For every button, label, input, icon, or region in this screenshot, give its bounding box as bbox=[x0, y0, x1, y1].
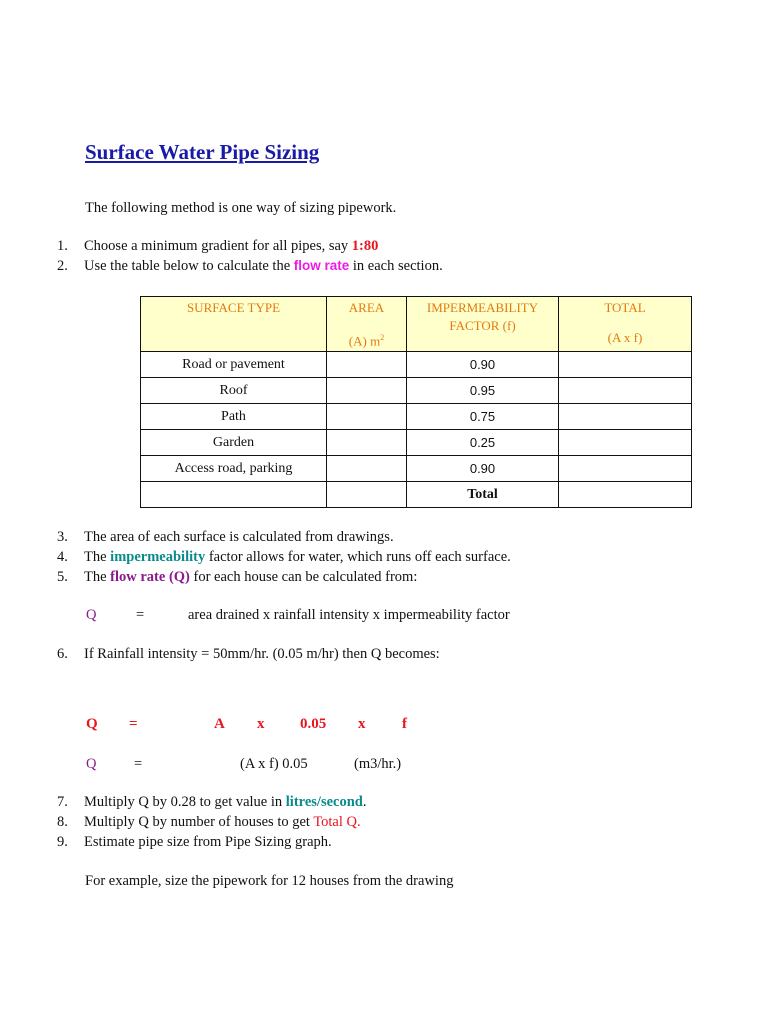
factor-cell: 0.75 bbox=[407, 404, 559, 430]
step-8 bbox=[84, 814, 361, 831]
header-area bbox=[327, 297, 407, 352]
area-cell bbox=[327, 352, 407, 378]
step-number: 1. bbox=[57, 238, 68, 254]
step-7-text-pre: Multiply Q by 0.28 to get value in bbox=[84, 794, 286, 810]
eq3-unit: (m3/hr.) bbox=[354, 756, 402, 772]
header-imp-label-1: IMPERMEABILITY bbox=[426, 300, 539, 315]
table-row bbox=[141, 430, 692, 456]
page-title: Surface Water Pipe Sizing bbox=[85, 140, 320, 164]
step-7-text-post: . bbox=[362, 794, 367, 810]
total-cell bbox=[559, 378, 692, 404]
step-number: 3. bbox=[57, 529, 68, 545]
step-number: 8. bbox=[57, 814, 68, 830]
area-cell bbox=[327, 404, 407, 430]
eq2-intensity: 0.05 bbox=[300, 716, 327, 732]
flow-rate-q-highlight: flow rate (Q) bbox=[110, 569, 190, 585]
table-total-row bbox=[141, 482, 692, 508]
intro-text: The following method is one way of sizing pipework. bbox=[85, 200, 397, 216]
surface-cell: Roof bbox=[141, 378, 327, 404]
surface-cell bbox=[141, 482, 327, 508]
eq2-f: f bbox=[402, 716, 407, 732]
table-row bbox=[141, 378, 692, 404]
step-number: 7. bbox=[57, 794, 68, 810]
total-cell bbox=[559, 456, 692, 482]
step-3: The area of each surface is calculated from drawings. bbox=[84, 529, 394, 545]
total-cell bbox=[559, 404, 692, 430]
eq2-equals: = bbox=[129, 716, 138, 732]
header-area-label: AREA bbox=[348, 300, 385, 315]
gradient-value: 1:80 bbox=[351, 238, 379, 254]
step-4 bbox=[84, 549, 511, 566]
surface-cell: Garden bbox=[141, 430, 327, 456]
eq2-a: A bbox=[214, 716, 225, 732]
header-area-unit bbox=[327, 329, 406, 350]
step-2-text-post: in each section. bbox=[349, 258, 443, 274]
step-4-text-pre: The bbox=[84, 549, 111, 565]
step-8-text-pre: Multiply Q by number of houses to get bbox=[84, 814, 314, 830]
litres-second-highlight: litres/second bbox=[285, 794, 363, 810]
area-cell bbox=[327, 430, 407, 456]
area-cell bbox=[327, 456, 407, 482]
step-number: 9. bbox=[57, 834, 68, 850]
factor-cell: 0.25 bbox=[407, 430, 559, 456]
step-number: 6. bbox=[57, 646, 68, 662]
step-number: 5. bbox=[57, 569, 68, 585]
step-2 bbox=[84, 258, 443, 275]
header-surface-label: SURFACE TYPE bbox=[186, 300, 281, 315]
total-label-cell: Total bbox=[407, 482, 559, 508]
step-2-text-pre: Use the table below to calculate the bbox=[84, 258, 294, 274]
step-1-text: Choose a minimum gradient for all pipes, say bbox=[84, 238, 352, 254]
eq3-equals: = bbox=[134, 756, 143, 772]
table-row bbox=[141, 404, 692, 430]
eq2-q: Q bbox=[86, 716, 98, 732]
impermeability-highlight: impermeability bbox=[110, 549, 206, 565]
header-imp-label-2: FACTOR (f) bbox=[449, 318, 516, 333]
step-1 bbox=[84, 238, 378, 255]
surface-table bbox=[140, 296, 692, 508]
eq1-q: Q bbox=[86, 607, 97, 623]
table-row bbox=[141, 456, 692, 482]
surface-cell: Path bbox=[141, 404, 327, 430]
total-cell bbox=[559, 430, 692, 456]
factor-cell: 0.95 bbox=[407, 378, 559, 404]
area-cell bbox=[327, 378, 407, 404]
total-cell bbox=[559, 352, 692, 378]
step-6: If Rainfall intensity = 50mm/hr. (0.05 m/hr) then Q becomes: bbox=[84, 646, 440, 662]
step-number: 4. bbox=[57, 549, 68, 565]
step-5-text-pre: The bbox=[84, 569, 111, 585]
eq2-times-2: x bbox=[358, 716, 366, 732]
header-area-sup: 2 bbox=[380, 333, 385, 342]
surface-cell: Road or pavement bbox=[141, 352, 327, 378]
header-total-formula: (A x f) bbox=[607, 330, 643, 345]
header-impermeability bbox=[407, 297, 559, 352]
header-area-unit-text: (A) m bbox=[348, 333, 381, 349]
area-cell bbox=[327, 482, 407, 508]
flow-rate-highlight: flow rate bbox=[293, 258, 350, 273]
total-cell bbox=[559, 482, 692, 508]
header-surface-type bbox=[141, 297, 327, 352]
header-total bbox=[559, 297, 692, 352]
eq1-rhs: area drained x rainfall intensity x impermeability factor bbox=[188, 607, 510, 623]
example-text: For example, size the pipework for 12 houses from the drawing bbox=[85, 873, 454, 889]
step-5-text-post: for each house can be calculated from: bbox=[189, 569, 418, 585]
table-row bbox=[141, 352, 692, 378]
header-total-label: TOTAL bbox=[604, 300, 646, 315]
factor-cell: 0.90 bbox=[407, 456, 559, 482]
eq3-q: Q bbox=[86, 756, 97, 772]
eq2-times-1: x bbox=[257, 716, 265, 732]
factor-cell: 0.90 bbox=[407, 352, 559, 378]
eq1-equals: = bbox=[136, 607, 145, 623]
step-4-text-post: factor allows for water, which runs off each surface. bbox=[205, 549, 511, 565]
surface-cell: Access road, parking bbox=[141, 456, 327, 482]
step-5 bbox=[84, 569, 417, 586]
step-number: 2. bbox=[57, 258, 68, 274]
eq3-rhs: (A x f) 0.05 bbox=[240, 756, 308, 772]
total-q-highlight: Total Q. bbox=[313, 814, 361, 830]
step-7 bbox=[84, 794, 366, 811]
step-9: Estimate pipe size from Pipe Sizing graph. bbox=[84, 834, 332, 850]
